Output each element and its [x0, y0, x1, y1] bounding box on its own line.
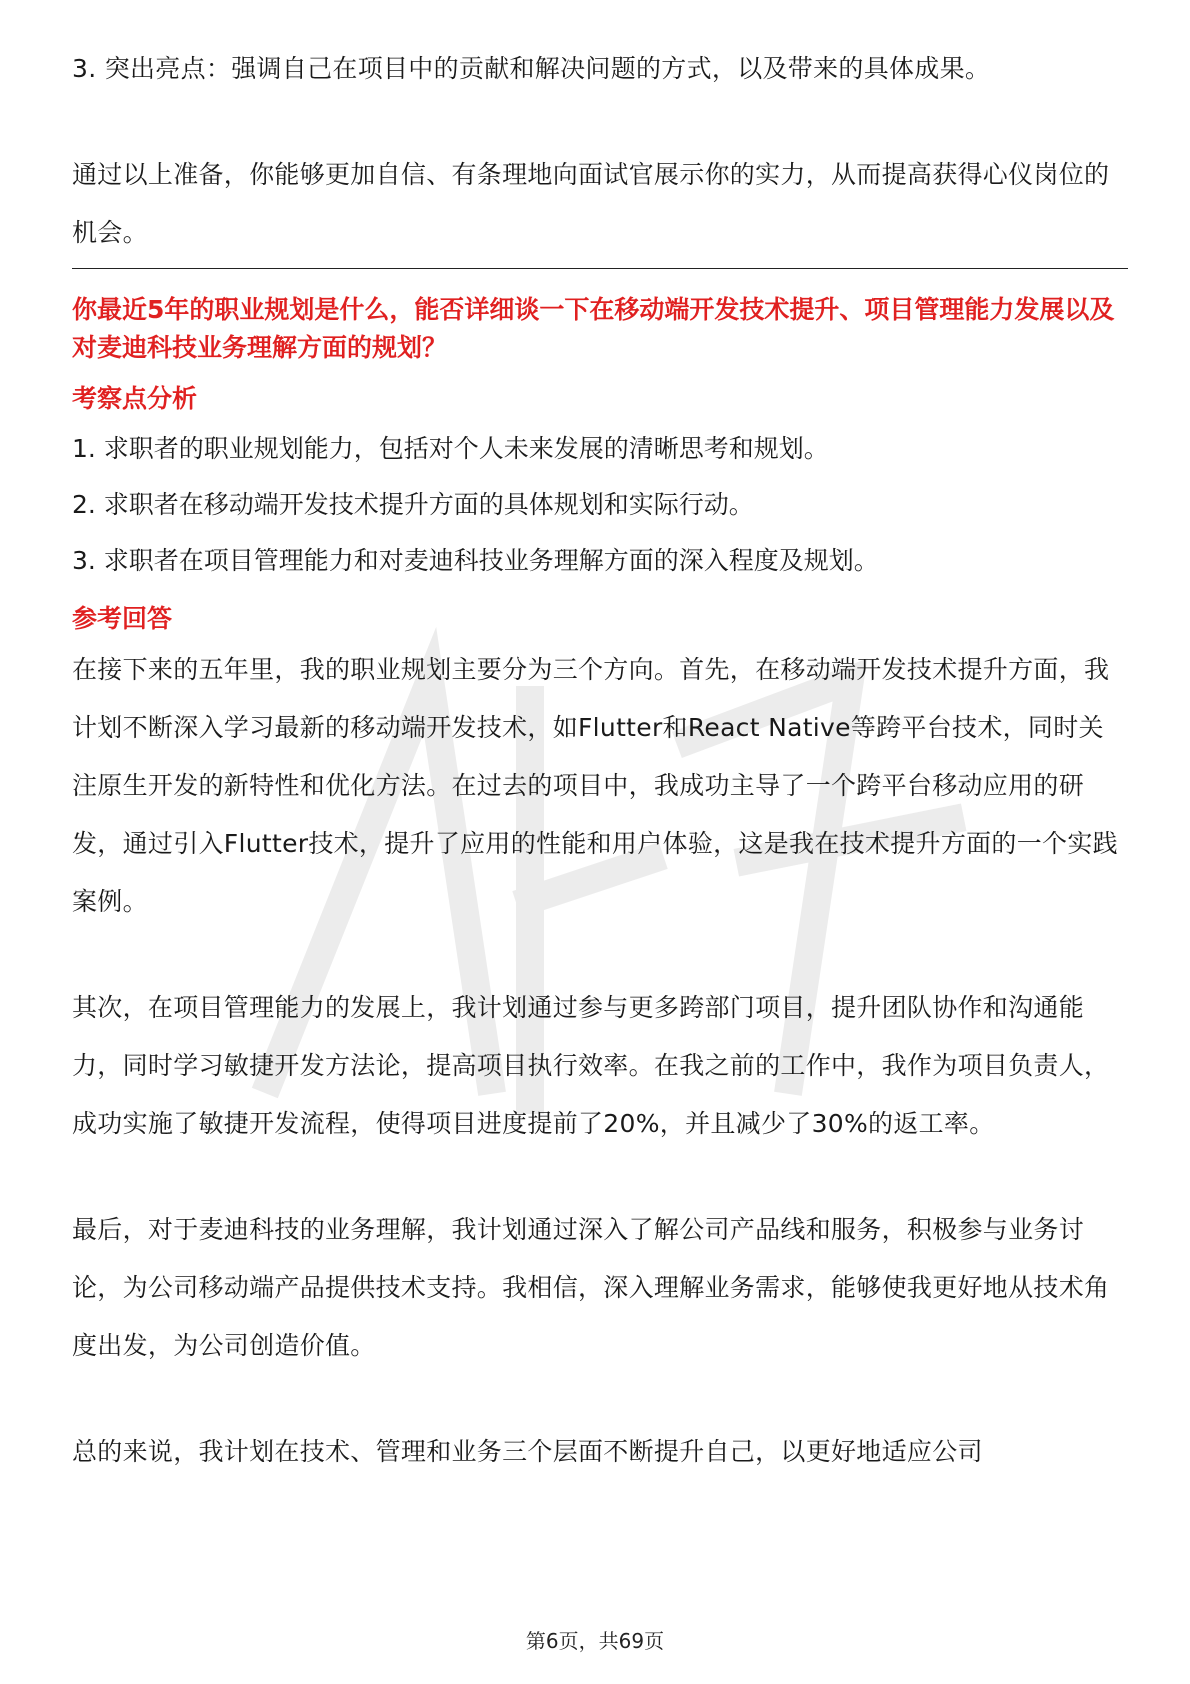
analysis-item-3: 3. 求职者在项目管理能力和对麦迪科技业务理解方面的深入程度及规划。 — [72, 546, 879, 575]
analysis-item-2: 2. 求职者在移动端开发技术提升方面的具体规划和实际行动。 — [72, 490, 754, 519]
interview-question: 你最近5年的职业规划是什么，能否详细谈一下在移动端开发技术提升、项目管理能力发展以及对麦迪科技业务理解方面的规划？ — [72, 295, 1115, 362]
spacer — [72, 931, 1128, 979]
intro-summary: 通过以上准备，你能够更加自信、有条理地向面试官展示你的实力，从而提高获得心仪岗位的机会。 — [72, 160, 1110, 247]
answer-paragraph-4: 总的来说，我计划在技术、管理和业务三个层面不断提升自己，以更好地适应公司 — [72, 1437, 983, 1466]
intro-list-item-3: 3. 突出亮点：强调自己在项目中的贡献和解决问题的方式，以及带来的具体成果。 — [72, 54, 991, 83]
analysis-item-1: 1. 求职者的职业规划能力，包括对个人未来发展的清晰思考和规划。 — [72, 434, 829, 463]
spacer — [72, 589, 1128, 597]
analysis-list — [72, 421, 1128, 589]
section-divider — [72, 268, 1128, 269]
answer-paragraph-1: 在接下来的五年里，我的职业规划主要分为三个方向。首先，在移动端开发技术提升方面，我计划不断深入学习最新的移动端开发技术，如Flutter和React Native等跨平台技术，同时关注原生开发的新特性和优化方法。在过去的项目中，我成功主导了一个跨平台移动应用的研发，通过引入Flutter技术，提升了应用的性能和用户体验，这是我在技术提升方面的一个实践案例。 — [72, 655, 1118, 916]
analysis-heading: 考察点分析 — [72, 384, 198, 413]
document-page — [72, 40, 1128, 1481]
answer-heading: 参考回答 — [72, 604, 173, 633]
answer-paragraph-3: 最后，对于麦迪科技的业务理解，我计划通过深入了解公司产品线和服务，积极参与业务讨论，为公司移动端产品提供技术支持。我相信，深入理解业务需求，能够使我更好地从技术角度出发，为公司创造价值。 — [72, 1215, 1110, 1360]
spacer — [72, 1153, 1128, 1201]
spacer — [72, 1375, 1128, 1423]
answer-paragraph-2: 其次，在项目管理能力的发展上，我计划通过参与更多跨部门项目，提升团队协作和沟通能力，同时学习敏捷开发方法论，提高项目执行效率。在我之前的工作中，我作为项目负责人，成功实施了敏捷开发流程，使得项目进度提前了20%，并且减少了30%的返工率。 — [72, 993, 1110, 1138]
page-footer: 第6页，共69页 — [525, 1629, 665, 1653]
spacer — [72, 98, 1128, 146]
